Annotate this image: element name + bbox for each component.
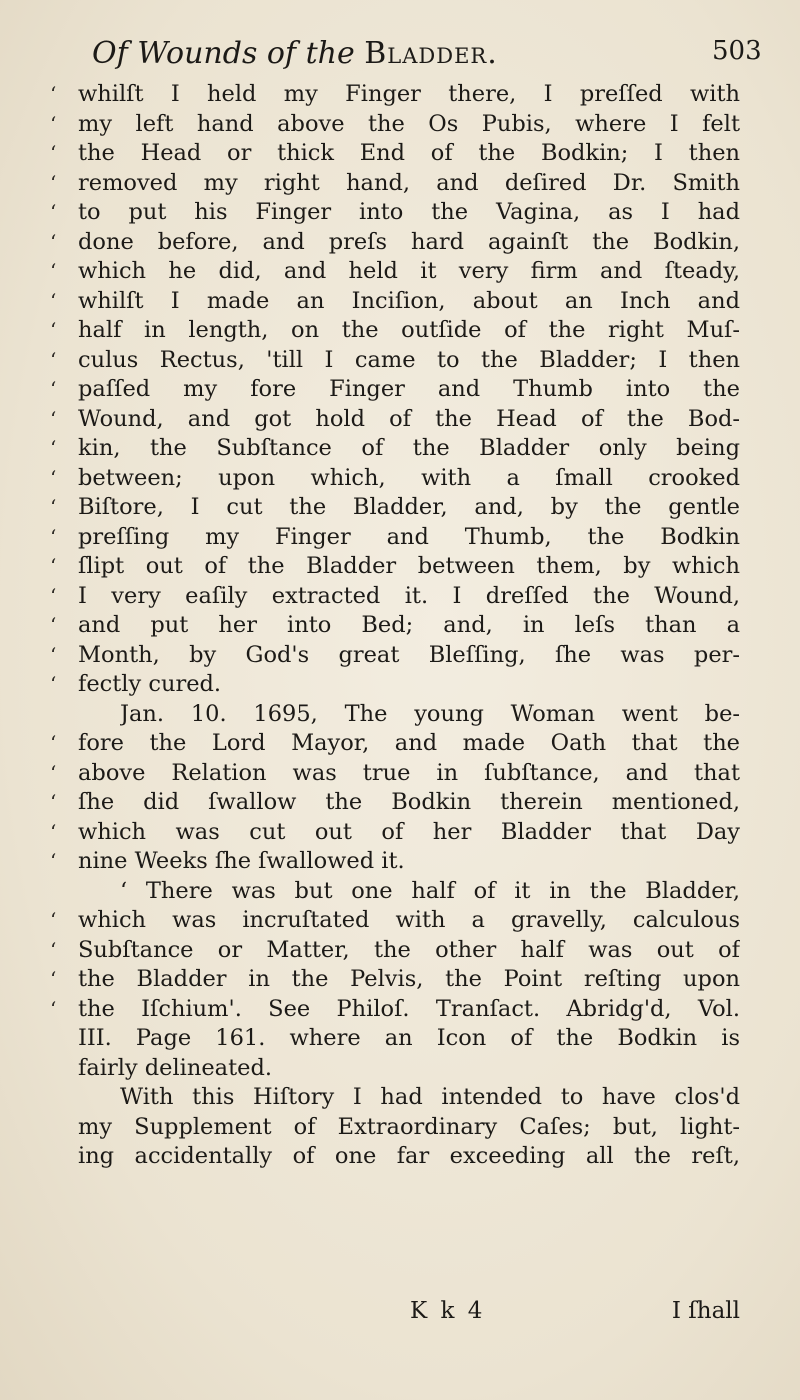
text-line (50, 877, 740, 907)
text-line (50, 139, 740, 169)
text-line (50, 198, 740, 228)
quote-mark: ‘ (50, 967, 57, 991)
text-line (50, 80, 740, 110)
text-line (50, 1054, 740, 1084)
text-line (50, 936, 740, 966)
text-line (50, 1113, 740, 1143)
text-line (50, 228, 740, 258)
line-text: fectly cured. (78, 671, 222, 697)
line-text: which he did, and held it very firm and ſteady, (78, 258, 740, 284)
quote-mark: ‘ (50, 141, 57, 165)
quote-mark: ‘ (50, 318, 57, 342)
text-line (50, 847, 740, 877)
line-text: Biſtore, I cut the Bladder, and, by the gentle (78, 494, 740, 520)
quote-mark: ‘ (50, 672, 57, 696)
line-text: whilſt I made an Inciſion, about an Inch and (78, 287, 740, 314)
text-line (50, 316, 740, 346)
quote-mark: ‘ (50, 642, 57, 667)
line-text: my Supplement of Extraordinary Caſes; but, light- (78, 1113, 740, 1140)
quote-mark: ‘ (50, 406, 57, 431)
signature-mark: K k 4 (410, 1298, 486, 1324)
quote-mark: ‘ (50, 259, 57, 283)
text-line (50, 375, 740, 405)
text-line (50, 287, 740, 317)
quote-mark: ‘ (50, 436, 57, 460)
line-text: ſhe did ſwallow the Bodkin therein mentioned, (78, 789, 740, 815)
page-number: 503 (712, 36, 762, 66)
line-text: the Head or thick End of the Bodkin; I then (78, 140, 740, 166)
quote-mark: ‘ (50, 347, 57, 372)
quote-mark: ‘ (50, 996, 57, 1021)
line-text: half in length, on the outſide of the right Muſ- (78, 317, 740, 343)
quote-mark: ‘ (50, 524, 57, 549)
text-line (50, 965, 740, 995)
quote-mark: ‘ (50, 495, 57, 519)
quote-mark: ‘ (50, 731, 57, 755)
line-text: which was incruſtated with a gravelly, calculous (78, 907, 740, 933)
quote-mark: ‘ (50, 937, 57, 962)
line-text: the Iſchium'. See Philoſ. Tranſact. Abridg'd, Vol. (78, 995, 740, 1022)
quote-mark: ‘ (50, 229, 57, 254)
line-text: above Relation was true in ſubſtance, and that (78, 759, 740, 786)
header-title: Of Wounds of the (92, 36, 355, 71)
line-text: done before, and preſs hard againſt the Bodkin, (78, 228, 740, 255)
quote-mark: ‘ (50, 908, 57, 932)
quote-mark: ‘ (50, 288, 57, 313)
text-line (50, 1024, 740, 1054)
line-text: culus Rectus, 'till I came to the Bladder; I then (78, 346, 740, 373)
line-text: my left hand above the Os Pubis, where I felt (78, 110, 740, 137)
text-line (50, 169, 740, 199)
quote-mark: ‘ (50, 82, 57, 106)
text-line (50, 641, 740, 671)
line-text: fairly delineated. (78, 1054, 272, 1081)
text-line (50, 906, 740, 936)
text-line (50, 464, 740, 494)
line-text: nine Weeks ſhe ſwallowed it. (78, 848, 405, 874)
text-line (50, 582, 740, 612)
quote-mark: ‘ (50, 760, 57, 785)
line-text: fore the Lord Mayor, and made Oath that the (78, 730, 740, 756)
line-text: Subſtance or Matter, the other half was out of (78, 936, 740, 963)
text-line (50, 670, 740, 700)
text-line (50, 729, 740, 759)
catchword: I ſhall (671, 1298, 740, 1324)
running-header (92, 36, 632, 80)
catchline (50, 1298, 740, 1328)
line-text: and put her into Bed; and, in leſs than a (78, 612, 740, 638)
text-line (50, 405, 740, 435)
line-text: which was cut out of her Bladder that Day (78, 818, 740, 845)
quote-mark: ‘ (50, 790, 57, 814)
text-line (50, 1083, 740, 1113)
text-line (50, 346, 740, 376)
quote-mark: ‘ (50, 583, 57, 608)
line-text: ſlipt out of the Bladder between them, by which (78, 553, 740, 579)
text-line (50, 493, 740, 523)
text-line (50, 818, 740, 848)
line-text: Month, by God's great Bleſſing, ſhe was per- (78, 641, 740, 668)
line-text: paſſed my fore Finger and Thumb into the (78, 376, 740, 402)
text-line (50, 434, 740, 464)
line-text: With this Hiſtory I had intended to have clos'd (120, 1084, 740, 1110)
line-text: Wound, and got hold of the Head of the Bod- (78, 405, 740, 432)
quote-mark: ‘ (50, 613, 57, 637)
line-text: III. Page 161. where an Icon of the Bodkin is (78, 1025, 740, 1051)
quote-mark: ‘ (50, 554, 57, 578)
line-text: removed my right hand, and deſired Dr. Smith (78, 169, 740, 196)
text-line (50, 523, 740, 553)
line-text: I very eaſily extracted it. I dreſſed the Wound, (78, 582, 740, 609)
line-text: whilſt I held my Finger there, I preſſed with (78, 81, 740, 107)
text-line (50, 700, 740, 730)
quote-mark: ‘ (50, 849, 57, 873)
header-title-caps: Bladder. (364, 36, 498, 71)
text-line (50, 611, 740, 641)
line-text: the Bladder in the Pelvis, the Point reſting upon (78, 966, 740, 992)
line-text: ‘ There was but one half of it in the Bladder, (120, 877, 740, 904)
line-text: between; upon which, with a ſmall crooked (78, 464, 740, 491)
text-line (50, 552, 740, 582)
quote-mark: ‘ (50, 465, 57, 490)
quote-mark: ‘ (50, 111, 57, 136)
quote-mark: ‘ (50, 170, 57, 195)
text-line (50, 1142, 740, 1172)
line-text: preſſing my Finger and Thumb, the Bodkin (78, 523, 740, 550)
line-text: to put his Finger into the Vagina, as I had (78, 199, 740, 225)
quote-mark: ‘ (50, 819, 57, 844)
text-line (50, 759, 740, 789)
text-line (50, 788, 740, 818)
quote-mark: ‘ (50, 200, 57, 224)
text-line (50, 995, 740, 1025)
body-text (50, 80, 740, 1172)
line-text: ing accidentally of one far exceeding all the reſt, (78, 1143, 740, 1169)
line-text: Jan. 10. 1695, The young Woman went be- (120, 700, 740, 727)
line-text: kin, the Subſtance of the Bladder only being (78, 435, 740, 461)
text-line (50, 257, 740, 287)
quote-mark: ‘ (50, 377, 57, 401)
text-line (50, 110, 740, 140)
